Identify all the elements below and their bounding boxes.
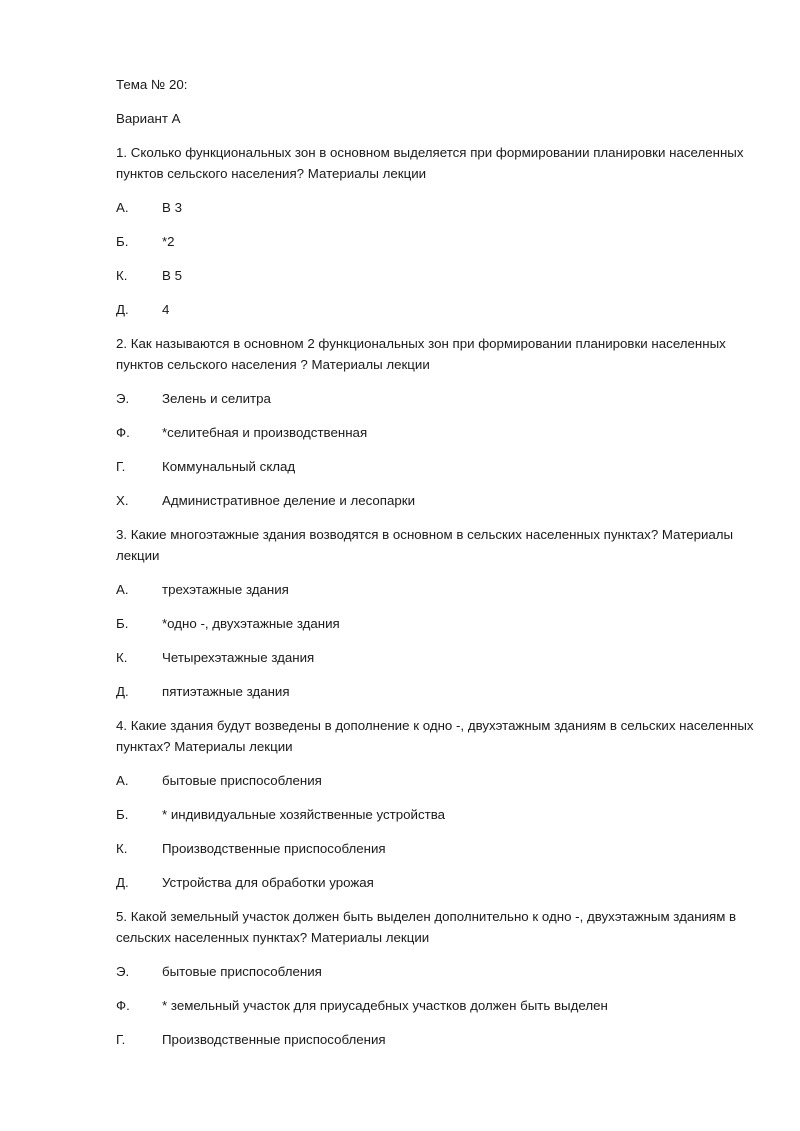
answer-option <box>116 231 756 252</box>
option-text: пятиэтажные здания <box>162 684 290 699</box>
question-text: 1. Сколько функциональных зон в основном выделяется при формировании планировки населенных пунктов сельского населения? Материалы лекции <box>116 145 744 181</box>
option-text: бытовые приспособления <box>162 773 322 788</box>
option-letter: Х. <box>116 493 129 508</box>
option-letter: К. <box>116 650 128 665</box>
option-text: В 5 <box>162 268 182 283</box>
option-letter: Б. <box>116 616 129 631</box>
option-letter: Э. <box>116 964 130 979</box>
option-text: * индивидуальные хозяйственные устройства <box>162 807 446 822</box>
option-letter: Д. <box>116 875 129 890</box>
answer-option <box>116 872 756 893</box>
answer-option <box>116 838 756 859</box>
option-letter: Э. <box>116 391 130 406</box>
option-letter: А. <box>116 773 129 788</box>
option-letter: К. <box>116 841 128 856</box>
answer-option <box>116 995 756 1016</box>
option-letter: Д. <box>116 684 129 699</box>
option-letter: Г. <box>116 1032 126 1047</box>
question-text: 2. Как называются в основном 2 функциональных зон при формировании планировки населенных пунктов сельского населения ? Материалы лекции <box>116 336 726 372</box>
question-block <box>116 333 756 511</box>
question-text: 4. Какие здания будут возведены в дополнение к одно -, двухэтажным зданиям в сельских населенных пунктах? Материалы лекции <box>116 718 754 754</box>
option-text: бытовые приспособления <box>162 964 322 979</box>
option-text: *2 <box>162 234 175 249</box>
option-letter: К. <box>116 268 128 283</box>
option-text: *одно -, двухэтажные здания <box>162 616 340 631</box>
answer-option <box>116 1029 756 1050</box>
option-text: Зелень и селитра <box>162 391 271 406</box>
option-text: Производственные приспособления <box>162 841 386 856</box>
option-text: Административное деление и лесопарки <box>162 493 416 508</box>
question-text: 3. Какие многоэтажные здания возводятся в основном в сельских населенных пунктах? Материалы лекции <box>116 527 734 563</box>
option-text: Четырехэтажные здания <box>162 650 315 665</box>
option-letter: Ф. <box>116 425 130 440</box>
option-text: *селитебная и производственная <box>162 425 368 440</box>
option-text: Коммунальный склад <box>162 459 296 474</box>
answer-option <box>116 613 756 634</box>
option-letter: Г. <box>116 459 126 474</box>
option-text: Устройства для обработки урожая <box>162 875 374 890</box>
option-text: 4 <box>162 302 170 317</box>
answer-option <box>116 681 756 702</box>
answer-option <box>116 647 756 668</box>
option-letter: А. <box>116 582 129 597</box>
option-letter: Б. <box>116 807 129 822</box>
answer-option <box>116 456 756 477</box>
question-block <box>116 524 756 702</box>
answer-option <box>116 804 756 825</box>
answer-option <box>116 388 756 409</box>
document-page <box>116 74 756 1063</box>
answer-option <box>116 490 756 511</box>
answer-option <box>116 770 756 791</box>
option-text: Производственные приспособления <box>162 1032 386 1047</box>
option-letter: Б. <box>116 234 129 249</box>
option-letter: А. <box>116 200 129 215</box>
question-block <box>116 906 756 1050</box>
question-block <box>116 715 756 893</box>
variant-heading: Вариант А <box>116 111 181 126</box>
option-text: В 3 <box>162 200 182 215</box>
answer-option <box>116 197 756 218</box>
option-letter: Д. <box>116 302 129 317</box>
answer-option <box>116 422 756 443</box>
option-letter: Ф. <box>116 998 130 1013</box>
question-block <box>116 142 756 320</box>
question-text: 5. Какой земельный участок должен быть выделен дополнительно к одно -, двухэтажным зданиям в сельских населенных пунктах? Материалы лекции <box>116 909 737 945</box>
option-text: трехэтажные здания <box>162 582 289 597</box>
answer-option <box>116 265 756 286</box>
answer-option <box>116 579 756 600</box>
option-text: * земельный участок для приусадебных участков должен быть выделен <box>162 998 608 1013</box>
answer-option <box>116 961 756 982</box>
answer-option <box>116 299 756 320</box>
topic-heading: Тема № 20: <box>116 77 188 92</box>
